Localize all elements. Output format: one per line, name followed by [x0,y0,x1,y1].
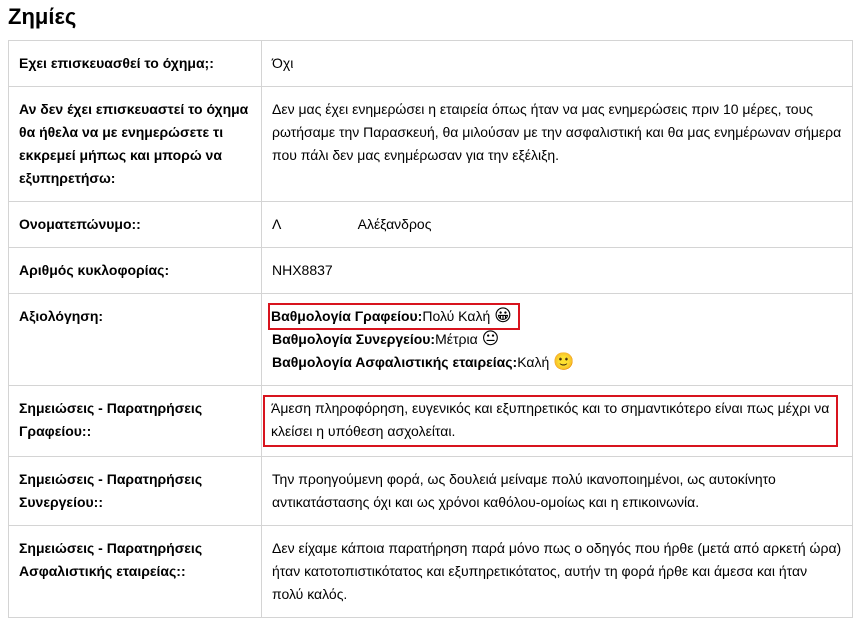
smiley-grin-icon: 😀 [494,306,512,326]
rating-garage-key: Βαθμολογία Συνεργείου: [272,331,436,347]
rating-office-highlight [270,305,518,328]
field-value-plate: ΝΗΧ8837 [262,248,853,294]
field-value-name: Λ Αλέξανδρος [262,202,853,248]
notes-office-highlight: Άμεση πληροφόρηση, ευγενικός και εξυπηρετικός και το σημαντικότερο είναι πως μέχρι να κλείσει η υπόθεση ασχολείται. [265,397,836,445]
table-row [9,248,853,294]
rating-insurance [272,351,842,374]
field-value-pending: Δεν μας έχει ενημερώσει η εταιρεία όπως ήταν να μας ενημερώσεις πριν 10 μέρες, τους ρωτήσαμε την Παρασκευή, θα μιλούσαν με την ασφαλιστική και θα μας ενημέρωναν σήμερα που πάλι δεν μας ενημέρωσαν για την εξέλιξη. [262,87,853,202]
field-label-repaired: Εχει επισκευασθεί το όχημα;: [9,41,262,87]
table-row [9,457,853,526]
section-title: Ζημίες [8,4,77,29]
field-value-notes-garage: Την προηγούμενη φορά, ως δουλειά μείναμε πολύ ικανοποιημένοι, ως αυτοκίνητο αντικατάστασης όχι και ως χρόνοι καθόλου-ομοίως και η επικοινωνία. [262,457,853,526]
rating-insurance-value: Καλή [517,354,550,370]
field-label-name: Ονοματεπώνυμο:: [9,202,262,248]
smiley-neutral-icon: 😐 [481,329,500,349]
rating-office-key: Βαθμολογία Γραφείου: [271,308,423,324]
rating-office-value: Πολύ Καλή [422,308,491,324]
table-row [9,87,853,202]
table-row [9,202,853,248]
rating-office [272,305,842,328]
field-label-pending: Αν δεν έχει επισκευαστεί το όχημα θα ήθελα να με ενημερώσετε τι εκκρεμεί μήπως και μπορώ να εξυπηρετήσω: [9,87,262,202]
rating-garage [272,328,842,351]
rating-insurance-key: Βαθμολογία Ασφαλιστικής εταιρείας: [272,354,518,370]
damages-table [8,40,853,618]
table-row [9,526,853,618]
field-label-plate: Αριθμός κυκλοφορίας: [9,248,262,294]
field-label-rating: Αξιολόγηση: [9,294,262,386]
field-label-notes-insurance: Σημειώσεις - Παρατηρήσεις Ασφαλιστικής εταιρείας:: [9,526,262,618]
field-label-notes-garage: Σημειώσεις - Παρατηρήσεις Συνεργείου:: [9,457,262,526]
field-value-rating [262,294,853,386]
field-value-notes-insurance: Δεν είχαμε κάποια παρατήρηση παρά μόνο πως ο οδηγός που ήρθε (μετά από αρκετή ώρα) ήταν κατοτοπιστικότατος και εξυπηρετικότατος, αυτήν τη φορά ήρθε και άμεσα και ήταν πολύ καλός. [262,526,853,618]
table-row [9,294,853,386]
smiley-smile-icon: 🙂 [553,352,575,372]
field-value-repaired: Όχι [262,41,853,87]
rating-garage-value: Μέτρια [435,331,478,347]
table-row [9,41,853,87]
field-value-notes-office [262,386,853,457]
table-row [9,386,853,457]
field-label-notes-office: Σημειώσεις - Παρατηρήσεις Γραφείου:: [9,386,262,457]
